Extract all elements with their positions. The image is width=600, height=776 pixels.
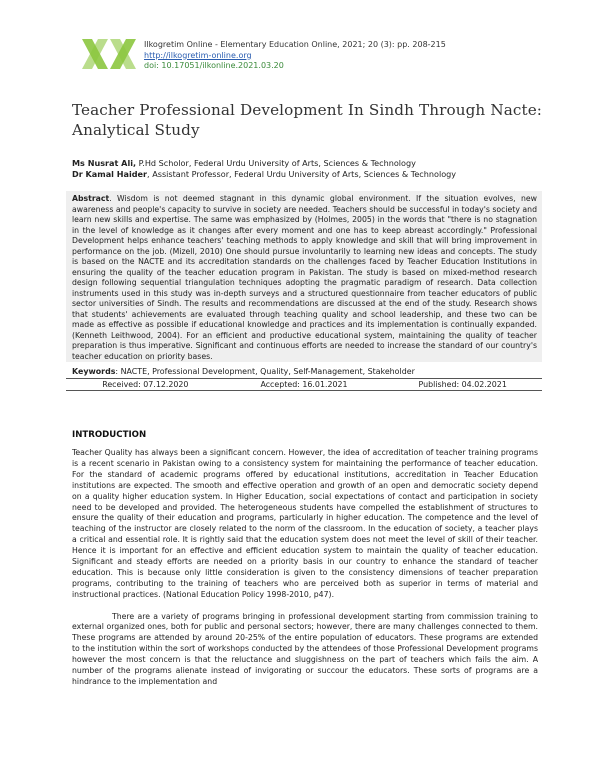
paragraph: There are a variety of programs bringing in professional development starting from commission training to external organized ones, both for public and personal sectors; however, there are many challenges connected to them. These programs are attended by around 20-25% of the entire population of educators. These programs are extended to the institution within the sort of workshops conducted by the attendees of those Professional Development programs however the most concern is that the reluctance and sluggishness on the part of teachers which fails the aim. A number of the programs alienate instead of invigorating or succour the educators. These sorts of programs are a hindrance to the implementation and xyxy=(72,611,538,687)
abstract-label: Abstract xyxy=(72,194,110,203)
paragraph: Teacher Quality has always been a significant concern. However, the idea of accreditation of teacher training programs is a recent scenario in Pakistan owing to a consistency system for maintaining the performance of teacher education. For the standard of academic programs offered by educational institutions, accreditation in Teacher Education institutions are expected. The smooth and effective operation and growth of an open and democratic society depend on a quality higher education system. In Higher Education, social expectations of contact and participation in society need to be developed and provided. The heterogeneous students have compelled the establishment of structures to ensure the quality of their education and programs, particularly in higher education. The competence and the level of teaching of the instructor are closely related to the norm of the classroom. In the education of society, a teacher plays a critical and essential role. It is rightly said that the education system does not meet the level of skill of their teacher. Hence it is important for an effective and efficient education system to maintain the quality of teacher education. Significant and steady efforts are needed on a priority basis in our country to enhance the standard of teacher education. This is because only little consideration is given to the consistency dimensions of teacher preparation programs, contributing to the training of teachers who are perceived both as superior in terms of material and instructional practices. (National Education Policy 1998-2010, p47). xyxy=(72,448,538,599)
doi-link[interactable]: doi: 10.17051/ilkonline.2021.03.20 xyxy=(144,61,284,70)
author-2: Dr Kamal Haider, Assistant Professor, Federal Urdu University of Arts, Sciences & Technology xyxy=(72,168,457,179)
journal-header xyxy=(144,40,564,72)
author-list xyxy=(72,158,542,179)
abstract-text: . Wisdom is not deemed stagnant in this dynamic global environment. If the situation evolves, new awareness and people's capacity to survive in society are needed. Teachers should be successful in today's society and learn new skills and expertise. The same was emphasized by (Holmes, 2005) in the words that "there is no stagnation in the level of knowledge as it changes after every moment and one has to keep abreast accordingly." Professional Development helps enhance teachers' teaching methods to apply knowledge and skill that will bring improvement in performance on the job. (Mizell, 2010) One should pursue involuntarily to learning new ideas and concepts. The study is based on the NACTE and its accreditation standards on the challenges faced by Teacher Education Institutions in ensuring the quality of the teacher education program in Pakistan. The study is based on mixed-method research design following sequential triangulation techniques adopting the pragmatic paradigm of research. Data collection instruments used in this study was in-depth surveys and a structured questionnaire from teacher educators of public sector universities of Sindh. The results and recommendations are discussed at the end of the study. Research shows that students' achievements are evaluated through teaching quality and school leadership, and these two can be made as effective as possible if educational knowledge and practices and its implementation is continually expanded. (Kenneth Leithwood, 2004). For an efficient and productive educational system, maintaining the quality of teacher preparation is thus imperative. Significant and continuous efforts are needed to increase the standard of our country's teacher education on priority bases. xyxy=(72,194,537,361)
journal-logo xyxy=(80,37,138,71)
published-date: Published: 04.02.2021 xyxy=(418,380,507,389)
received-date: Received: 07.12.2020 xyxy=(102,380,189,389)
journal-citation: Ilkogretim Online - Elementary Education Online, 2021; 20 (3): pp. 208-215 xyxy=(144,40,446,49)
abstract xyxy=(72,194,537,362)
accepted-date: Accepted: 16.01.2021 xyxy=(260,380,348,389)
journal-url-link[interactable]: http://ilkogretim-online.org xyxy=(144,50,252,60)
keywords: Keywords: NACTE, Professional Development, Quality, Self-Management, Stakeholder xyxy=(72,367,415,376)
section-heading: INTRODUCTION xyxy=(72,430,147,440)
publication-dates xyxy=(66,378,542,391)
paper-title: Teacher Professional Development In Sindh Through Nacte: Analytical Study xyxy=(72,101,542,139)
author-1: Ms Nusrat Ali, P.Hd Scholor, Federal Urdu University of Arts, Sciences & Technology xyxy=(72,158,416,168)
body-text xyxy=(72,448,538,688)
